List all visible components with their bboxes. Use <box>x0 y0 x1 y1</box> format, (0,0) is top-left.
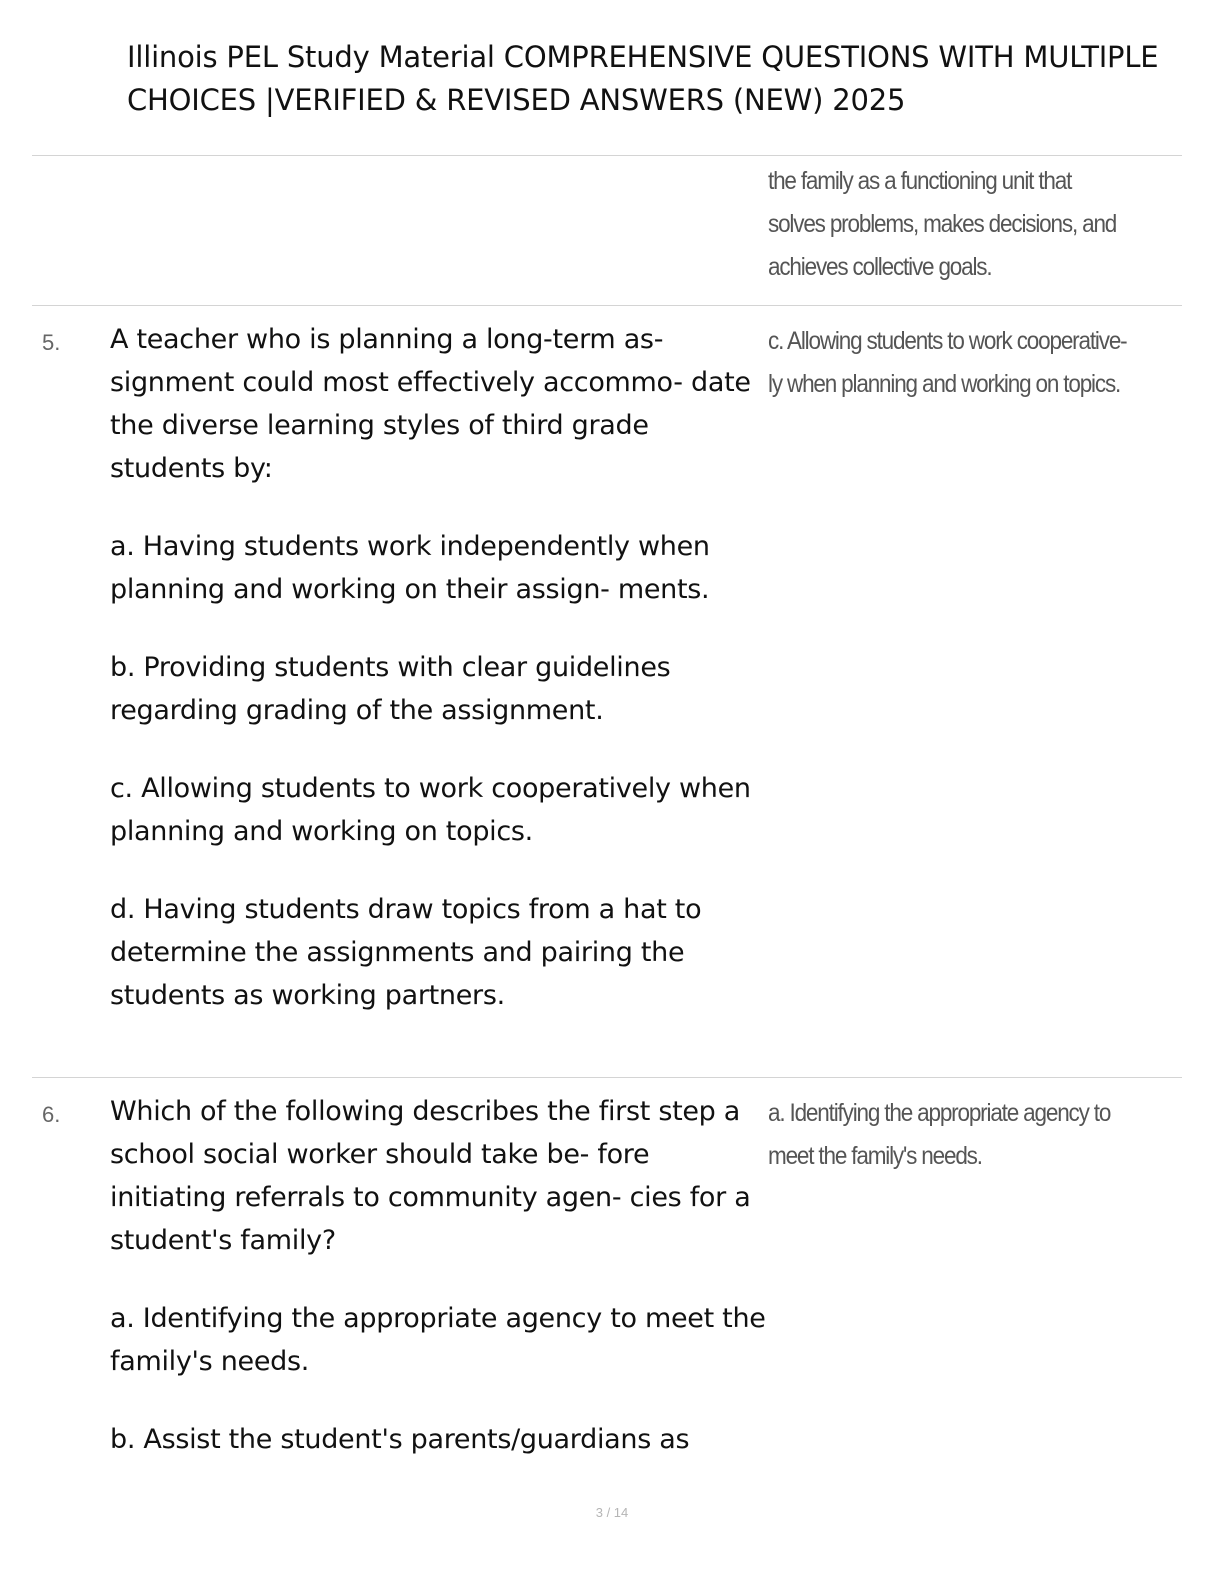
title-line-2: CHOICES |VERIFIED & REVISED ANSWERS (NEW) 2025 <box>127 83 906 117</box>
question-number: 5. <box>42 330 61 355</box>
question-block-6 <box>110 1090 770 1461</box>
answer-text: a. Identifying the appropriate agency to meet the family's needs. <box>768 1099 1111 1170</box>
question-stem: A teacher who is planning a long-term as- signment could most effectively accommo- date the diverse learning styles of third grade students by: <box>110 324 751 484</box>
option-d: d. Having students draw topics from a hat to determine the assignments and pairing the students as working partners. <box>110 894 702 1011</box>
row-divider <box>32 305 1182 306</box>
row-divider <box>32 1077 1182 1078</box>
page-number: 3 / 14 <box>595 1505 629 1520</box>
option-b: b. Providing students with clear guidelines regarding grading of the assignment. <box>110 652 671 726</box>
option-c: c. Allowing students to work cooperatively when planning and working on topics. <box>110 773 751 847</box>
title-line-1: Illinois PEL Study Material COMPREHENSIVE QUESTIONS WITH MULTIPLE <box>127 40 1159 74</box>
answer-text: c. Allowing students to work cooperative- ly when planning and working on topics. <box>768 327 1127 398</box>
option-b: b. Assist the student's parents/guardians as <box>110 1424 690 1455</box>
document-title <box>127 36 1217 122</box>
question-block-5 <box>110 318 770 1017</box>
row-divider <box>32 155 1182 156</box>
option-a: a. Having students work independently when planning and working on their assign- ments. <box>110 531 710 605</box>
question-stem: Which of the following describes the first step a school social worker should take be- fore initiating referrals to community agen- cies for a student's family? <box>110 1096 751 1256</box>
question-number: 6. <box>42 1102 61 1127</box>
answer-text-continued: the family as a functioning unit that solves problems, makes decisions, and achieves collective goals. <box>768 167 1117 281</box>
option-a: a. Identifying the appropriate agency to meet the family's needs. <box>110 1303 766 1377</box>
